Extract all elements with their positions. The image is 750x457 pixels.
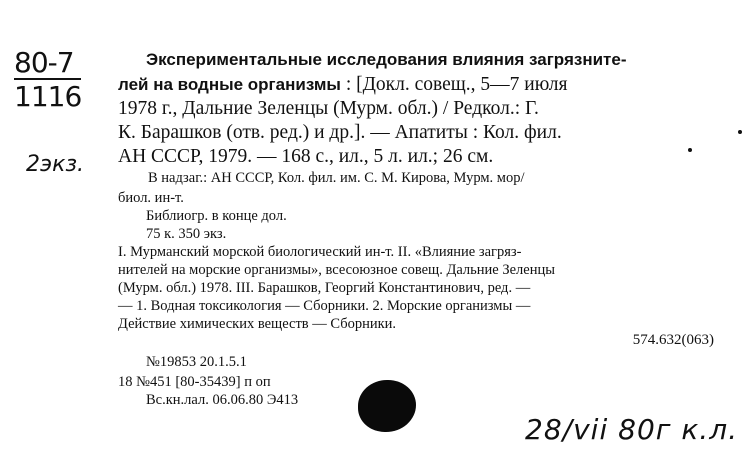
entry-line-4: К. Барашков (отв. ред.) и др.]. — Апатиты : Кол. фил. [118, 122, 562, 143]
entry-line-3: 1978 г., Дальние Зеленцы (Мурм. обл.) / Редкол.: Г. [118, 98, 539, 119]
title-bold-part: лей на водные организмы [118, 75, 341, 94]
entry-line-5: АН СССР, 1979. — 168 с., ил., 5 л. ил.; 26 см. [118, 146, 494, 167]
footer-number: №19853 20.1.5.1 [146, 354, 247, 370]
tracing-line-2: нителей на морские организмы», всесоюзное совещ. Дальние Зеленцы [118, 262, 555, 278]
speck [688, 148, 692, 152]
title-line-1: Экспериментальные исследования влияния загрязните- [146, 50, 627, 69]
tracing-line-5: Действие химических веществ — Сборники. [118, 316, 397, 332]
ink-blot [358, 380, 416, 432]
tracing-line-3: (Мурм. обл.) 1978. III. Барашков, Георгий Константинович, ред. — [118, 280, 531, 296]
footer-date: Вс.кн.лал. 06.06.80 Э413 [146, 392, 299, 408]
copies-note: 2экз. [26, 152, 85, 177]
classification-number: 574.632(063) [632, 332, 714, 348]
title-rest-part: : [Докл. совещ., 5—7 июля [340, 74, 568, 95]
price-copies: 75 к. 350 экз. [146, 226, 227, 242]
acquisition-note: 28/vii 80г к.л. [525, 413, 738, 446]
tracing-line-1: I. Мурманский морской биологический ин-т. II. «Влияние загряз- [118, 244, 522, 260]
header-note-line-1: В надзаг.: АН СССР, Кол. фил. им. С. М. Кирова, Мурм. мор/ [148, 170, 525, 186]
title-line-2 [118, 74, 568, 96]
shelf-mark-line1: 80-7 [14, 46, 74, 79]
shelf-mark-line2: 1116 [14, 80, 82, 113]
header-note-line-2: биол. ин-т. [118, 190, 184, 206]
footer-order: 18 №451 [80-35439] п оп [118, 374, 271, 390]
shelf-mark [14, 48, 81, 112]
bibliography-note: Библиогр. в конце дол. [146, 208, 287, 224]
speck [738, 130, 742, 134]
tracing-line-4: — 1. Водная токсикология — Сборники. 2. Морские организмы — [118, 298, 531, 314]
